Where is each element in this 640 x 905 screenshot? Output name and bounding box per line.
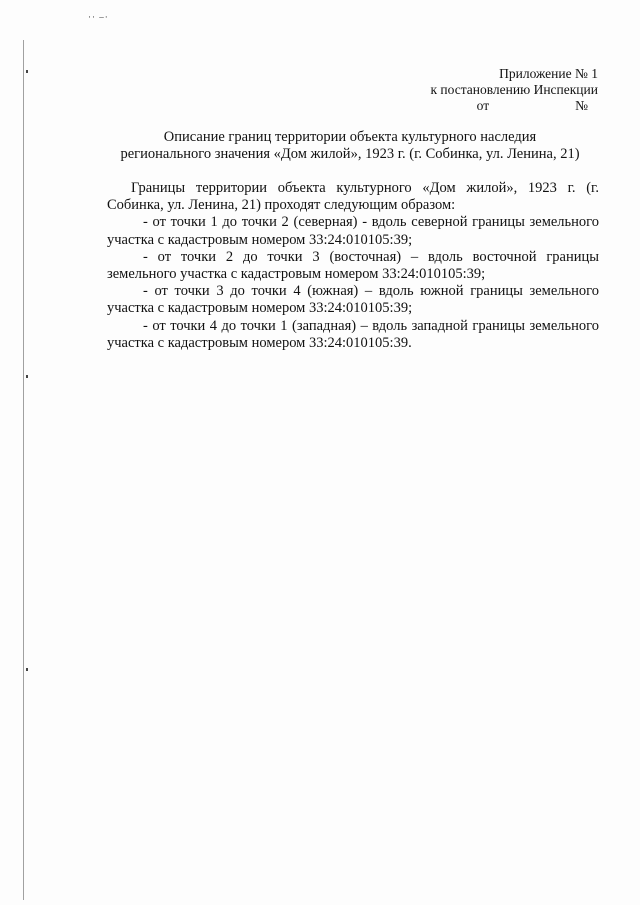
scan-corner-mark: ·· –· (88, 12, 109, 22)
boundary-item-north: - от точки 1 до точки 2 (северная) - вдоль северной границы земельного участка с кадастровым номером 33:24:010105:39; (107, 214, 599, 248)
document-title-line-1: Описание границ территории объекта культурного наследия (163, 129, 537, 145)
scan-edge-dot (26, 375, 28, 378)
boundary-item-west: - от точки 4 до точки 1 (западная) – вдоль западной границы земельного участка с кадастровым номером 33:24:010105:39. (107, 317, 599, 351)
body-intro-paragraph: Границы территории объекта культурного «Дом жилой», 1923 г. (г. Собинка, ул. Ленина, 21) проходят следующим образом: (107, 180, 599, 214)
appendix-number-label: № (575, 98, 588, 113)
boundary-item-south: - от точки 3 до точки 4 (южная) – вдоль южной границы земельного участка с кадастровым номером 33:24:010105:39; (107, 283, 599, 317)
appendix-header (430, 66, 598, 114)
appendix-reference: к постановлению Инспекции (430, 82, 598, 97)
document-title-line-2: регионального значения «Дом жилой», 1923 г. (г. Собинка, ул. Ленина, 21) (120, 146, 580, 162)
appendix-date-number-line (430, 98, 598, 114)
appendix-from-label: от (476, 98, 490, 113)
scan-edge-dot (26, 668, 28, 671)
boundary-item-east: - от точки 2 до точки 3 (восточная) – вдоль восточной границы земельного участка с кадастровым номером 33:24:010105:39; (107, 248, 599, 283)
appendix-title: Приложение № 1 (499, 66, 598, 81)
scan-edge-dot (26, 70, 28, 73)
document-title (100, 129, 600, 163)
scan-edge-line (23, 40, 24, 900)
document-body (107, 180, 599, 352)
